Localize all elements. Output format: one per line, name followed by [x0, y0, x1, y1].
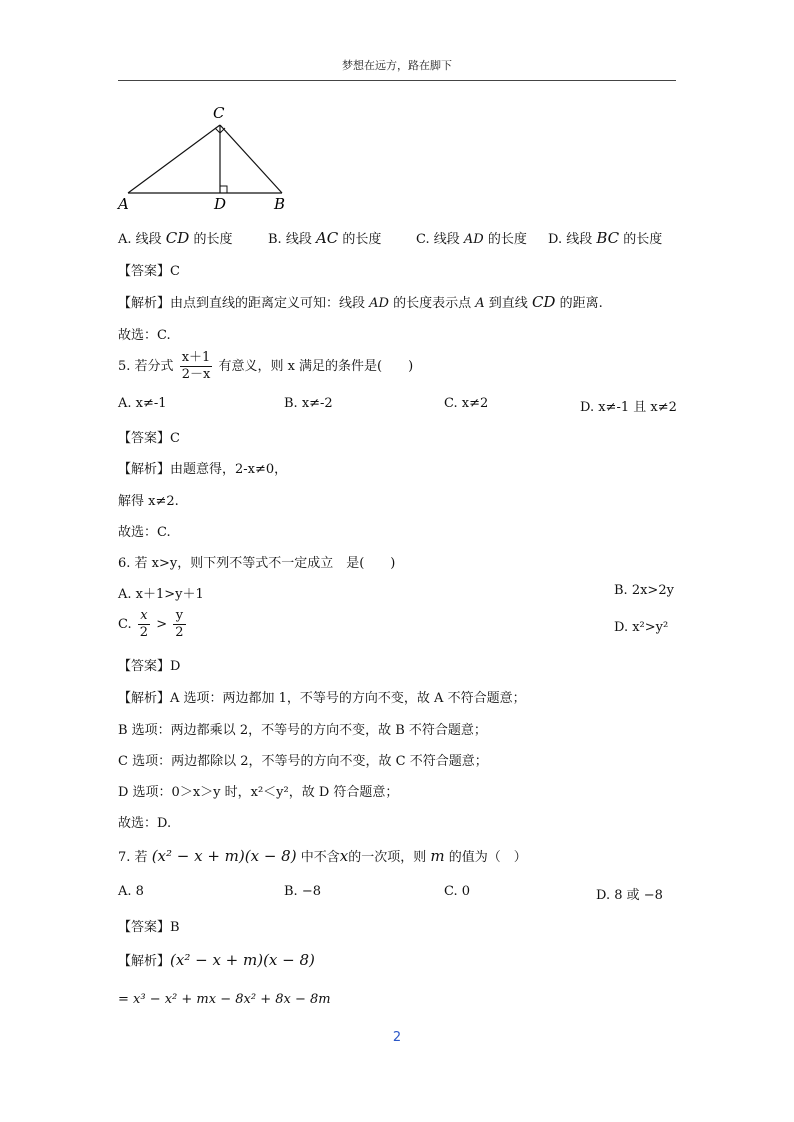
label-b: B [274, 195, 286, 213]
q7-stem: 7. 若 (x² − x + m)(x − 8) 中不含x的一次项，则 m 的值为（ ） [118, 847, 527, 865]
q4-option-a: A. 线段 CD 的长度 [118, 229, 233, 247]
q7-option-d: D. 8 或 −8 [596, 888, 663, 903]
q4-conclusion: 故选：C. [118, 328, 171, 343]
q7-option-c: C. 0 [444, 884, 471, 899]
triangle-figure [110, 100, 310, 215]
q5-stem: 5. 若分式 $\frac{x+1}{2-x}$ 有意义，则 x 满足的条件是( ) [118, 350, 414, 382]
q5-option-d: D. x≠-1 且 x≠2 [580, 400, 677, 415]
q7-option-a: A. 8 [118, 884, 144, 899]
q6-option-a: A. x＋1>y＋1 [118, 587, 204, 602]
q6-analysis-line-2: B 选项：两边都乘以 2，不等号的方向不变，故 B 不符合题意； [118, 723, 487, 738]
label-c: C [213, 104, 225, 122]
q6-analysis-line-4: D 选项：0＞x＞y 时，x²＜y²，故 D 符合题意； [118, 785, 399, 800]
q5-fraction: $\frac{x+1}{2-x}$ [181, 350, 211, 382]
label-a: A [118, 195, 129, 213]
q7-option-b: B. −8 [284, 884, 321, 899]
q5-option-b: B. x≠-2 [284, 396, 333, 411]
q6-answer: 【答案】D [118, 659, 181, 674]
page-header: 梦想在远方，路在脚下 [342, 59, 452, 72]
q6-stem: 6. 若 x>y，则下列不等式不一定成立 是( ) [118, 556, 396, 571]
q5-solution: 解得 x≠2. [118, 494, 179, 509]
q7-expansion: = x³ − x² + mx − 8x² + 8x − 8m [118, 992, 331, 1007]
q6-analysis-line-3: C 选项：两边都除以 2，不等号的方向不变，故 C 不符合题意； [118, 754, 488, 769]
q6-option-d: D. x²>y² [614, 620, 669, 635]
q5-option-c: C. x≠2 [444, 396, 489, 411]
q5-option-a: A. x≠-1 [118, 396, 167, 411]
q7-analysis: 【解析】(x² − x + m)(x − 8) [118, 951, 315, 969]
q5-analysis: 【解析】由题意得，2-x≠0， [118, 462, 288, 477]
q4-option-d: D. 线段 BC 的长度 [548, 229, 663, 247]
q6-analysis-line-1: 【解析】A 选项：两边都加 1，不等号的方向不变，故 A 不符合题意； [118, 691, 526, 706]
label-d: D [214, 195, 227, 213]
page-number: 2 [392, 1030, 402, 1045]
q7-answer: 【答案】B [118, 920, 180, 935]
q4-analysis: 【解析】由点到直线的距离定义可知：线段 AD 的长度表示点 A 到直线 CD 的距离. [118, 293, 603, 311]
q4-option-c: C. 线段 AD 的长度 [416, 232, 527, 247]
q6-option-c: C. $\frac{x}{2}$ > $\frac{y}{2}$ [118, 608, 184, 640]
q4-option-b: B. 线段 AC 的长度 [268, 229, 382, 247]
q4-answer: 【答案】C [118, 264, 180, 279]
q6-conclusion: 故选：D. [118, 816, 172, 831]
q5-conclusion: 故选：C. [118, 525, 171, 540]
q6-option-b: B. 2x>2y [614, 583, 674, 598]
q5-answer: 【答案】C [118, 431, 180, 446]
header-divider [118, 80, 676, 81]
